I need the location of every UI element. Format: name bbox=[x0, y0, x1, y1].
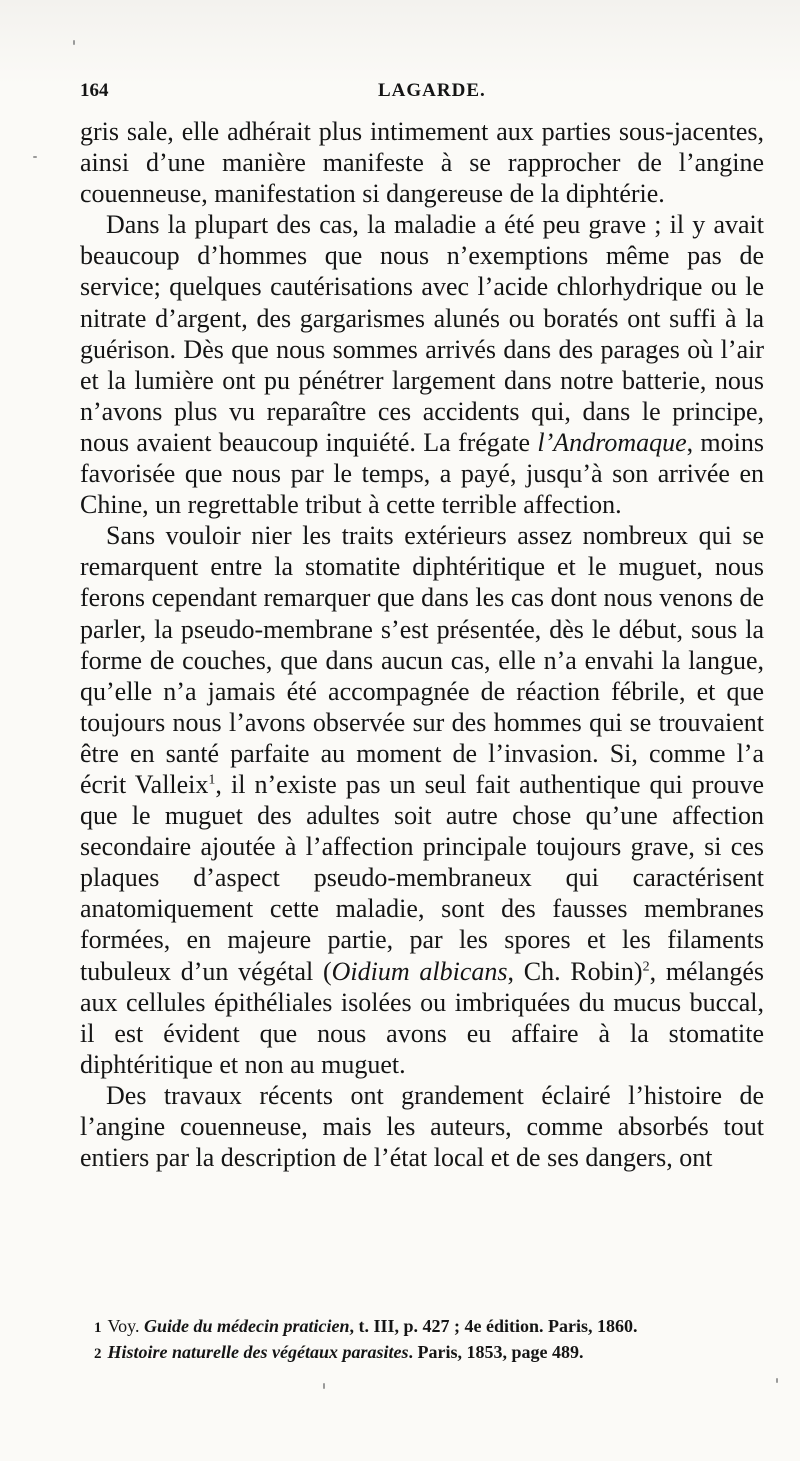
text-segment: , mélangés aux cellules épithéliales isolées ou imbriquées du mucus buccal, il est évident que nous avons eu affaire à la stomatite diphtéritique et non au muguet. bbox=[80, 956, 764, 1079]
text-segment: , moins favorisée que nous par le temps, a payé, jusqu’à son arrivée en Chine, un regrettable tribut à cette terrible affection. bbox=[80, 427, 764, 520]
footnote-reference: 1 bbox=[208, 772, 216, 788]
scan-speck bbox=[33, 156, 37, 158]
text-segment: Des travaux récents ont grandement éclairé l’histoire de l’angine couenneuse, mais les auteurs, comme absorbés tout entiers par la description de l’état local et de ses dangers, ont bbox=[80, 1080, 764, 1173]
text-segment: Sans vouloir nier les traits extérieurs assez nombreux qui se remarquent entre la stomatite diphtéritique et le muguet, nous ferons cependant remarquer que dans les cas dont nous venons de parler, la pseudo-membrane s’est présentée, dès le début, sous la forme de couches, que dans aucun cas, elle n’a envahi la langue, qu’elle n’a jamais été accompagnée de réaction fébrile, et que toujours nous l’avons observée sur des hommes qui se trouvaient être en santé parfaite au moment de l’invasion. Si, comme l’a écrit Valleix bbox=[80, 521, 764, 799]
text-segment: , Ch. Robin) bbox=[507, 956, 643, 986]
scan-speck bbox=[323, 1383, 325, 1389]
footnote-title: Histoire naturelle des végétaux parasites bbox=[107, 1342, 409, 1362]
page-number: 164 bbox=[80, 80, 109, 101]
footnotes bbox=[94, 1314, 774, 1366]
paragraph bbox=[80, 116, 764, 209]
footnote-details: . Paris, 1853, page 489. bbox=[408, 1342, 584, 1362]
footnote-details: , t. III, p. 427 ; 4e édition. Paris, 1860. bbox=[349, 1316, 638, 1336]
scan-speck bbox=[73, 40, 75, 45]
scan-speck bbox=[776, 1378, 778, 1383]
text-segment: gris sale, elle adhérait plus intimement aux parties sous-jacentes, ainsi d’une manière manifeste à se rapprocher de l’angine couenneuse, manifestation si dangereuse de la diphtérie. bbox=[80, 117, 764, 209]
footnote-marker: 1 bbox=[94, 1320, 102, 1336]
paragraph bbox=[80, 1080, 764, 1173]
text-segment: Dans la plupart des cas, la maladie a été peu grave ; il y avait beaucoup d’hommes que nous n’exemptions même pas de service; quelques cautérisations avec l’acide chlorhydrique ou le nitrate d’argent, des gargarismes alunés ou boratés ont suffi à la guérison. Dès que nous sommes arrivés dans des parages où l’air et la lumière ont pu pénétrer largement dans notre batterie, nous n’avons plus vu reparaître ces accidents qui, dans le principe, nous avaient beaucoup inquiété. La frégate bbox=[80, 210, 764, 457]
italic-text: Oidium albicans bbox=[331, 956, 508, 986]
footnote-lead: Voy. bbox=[107, 1316, 145, 1336]
footnote-marker: 2 bbox=[94, 1346, 102, 1362]
text-segment: , il n’existe pas un seul fait authentique qui prouve que le muguet des adultes soit autre chose qu’une affection secondaire ajoutée à l’affection principale toujours grave, si ces plaques d’aspect pseudo-membraneux qui caractérisent anatomiquement cette maladie, sont des fausses membranes formées, en majeure partie, par les spores et les filaments tubuleux d’un végétal ( bbox=[80, 769, 764, 986]
paragraph bbox=[80, 520, 764, 1080]
footnote bbox=[94, 1314, 774, 1340]
body-text bbox=[80, 116, 764, 1173]
running-head: LAGARDE. bbox=[378, 80, 486, 101]
footnote-title: Guide du médecin praticien bbox=[144, 1316, 350, 1336]
paragraph bbox=[80, 209, 764, 520]
footnote-reference: 2 bbox=[642, 958, 650, 974]
page-top-shadow bbox=[0, 0, 800, 85]
italic-text: l’Andromaque bbox=[537, 427, 687, 457]
page-header bbox=[80, 80, 764, 110]
footnote bbox=[94, 1340, 774, 1366]
